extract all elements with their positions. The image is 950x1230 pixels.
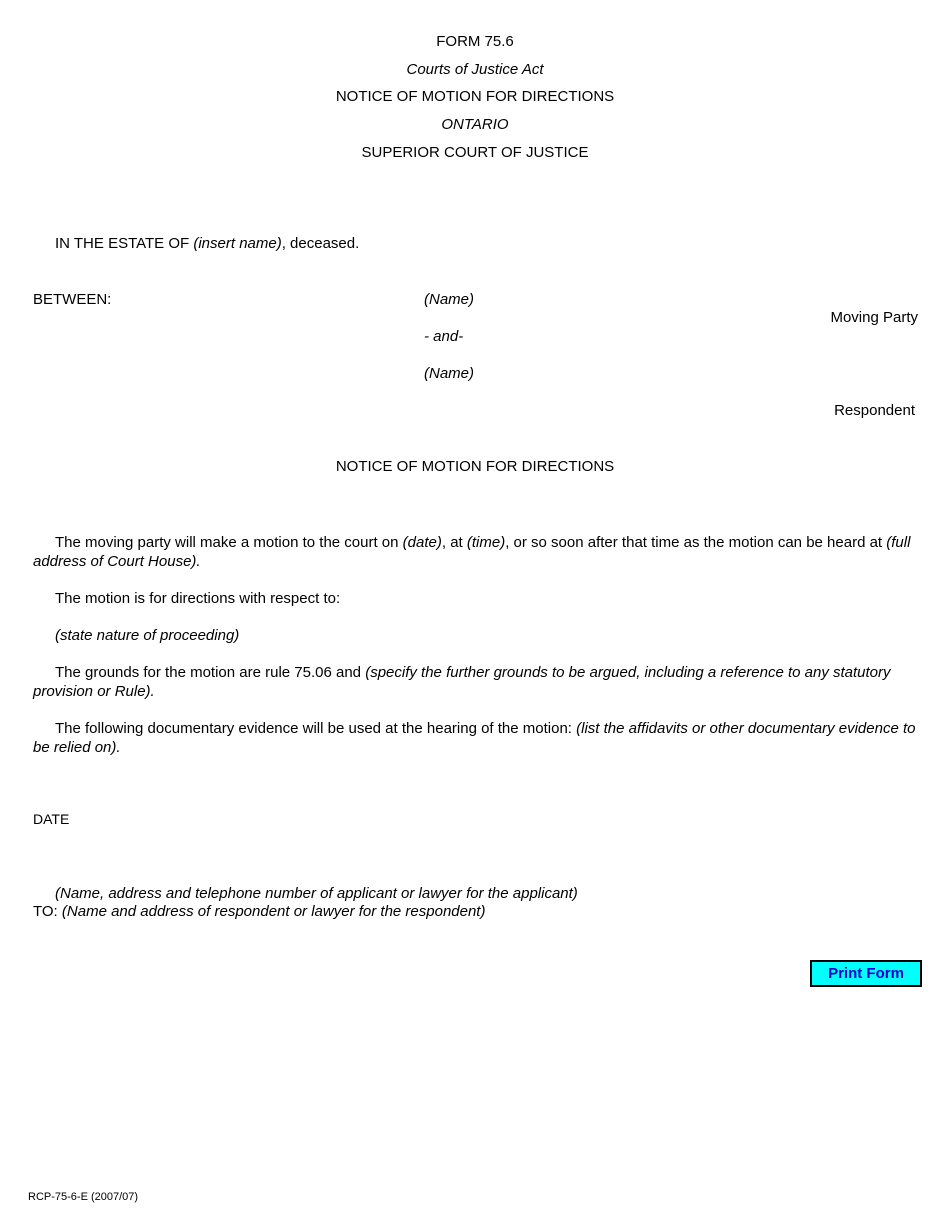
estate-line <box>55 235 359 253</box>
motion-text-1: The moving party will make a motion to the court on <box>55 534 403 551</box>
evidence-paragraph <box>33 719 918 757</box>
to-label: TO: <box>33 903 62 920</box>
date-label[interactable]: DATE <box>33 811 70 827</box>
act-name: Courts of Justice Act <box>406 61 544 78</box>
respondent-label: Respondent <box>834 402 915 419</box>
motion-text-2: , at <box>441 534 467 551</box>
court-address-field[interactable]: (full address of Court House). <box>33 534 911 570</box>
directions-paragraph: The motion is for directions with respect to: <box>55 590 341 607</box>
print-form-button[interactable]: Print Form <box>810 960 922 987</box>
nature-of-proceeding-field[interactable]: (state nature of proceeding) <box>55 627 240 644</box>
between-label: BETWEEN: <box>33 291 112 308</box>
form-title: NOTICE OF MOTION FOR DIRECTIONS <box>335 88 615 105</box>
applicant-field[interactable]: (Name, address and telephone number of applicant or lawyer for the applicant) <box>55 885 578 902</box>
form-code: RCP-75-6-E (2007/07) <box>28 1191 139 1203</box>
moving-party-name-field[interactable]: (Name) <box>424 291 475 308</box>
respondent-name-field[interactable]: (Name) <box>424 365 475 382</box>
motion-date-field[interactable]: (date) <box>402 534 442 551</box>
province: ONTARIO <box>441 116 509 133</box>
grounds-field[interactable]: (specify the further grounds to be argued, including a reference to any statutory provision or Rule). <box>33 664 891 700</box>
and-label: - and- <box>424 328 464 345</box>
estate-prefix: IN THE ESTATE OF <box>55 235 194 252</box>
form-number: FORM 75.6 <box>436 33 514 50</box>
evidence-text: The following documentary evidence will be used at the hearing of the motion: <box>55 720 577 737</box>
grounds-text: The grounds for the motion are rule 75.06 and <box>55 664 366 681</box>
motion-time-field[interactable]: (time) <box>466 534 506 551</box>
motion-text-3: , or so soon after that time as the motion can be heard at <box>505 534 887 551</box>
moving-party-label: Moving Party <box>830 309 918 326</box>
grounds-paragraph <box>33 663 918 701</box>
to-line <box>33 903 485 921</box>
evidence-field[interactable]: (list the affidavits or other documentary evidence to be relied on). <box>33 720 916 756</box>
estate-name-field[interactable]: (insert name) <box>193 235 282 252</box>
notice-heading: NOTICE OF MOTION FOR DIRECTIONS <box>335 458 615 475</box>
court-name: SUPERIOR COURT OF JUSTICE <box>361 144 589 161</box>
estate-suffix: , deceased. <box>281 235 360 252</box>
respondent-address-field[interactable]: (Name and address of respondent or lawyer for the respondent) <box>61 903 486 920</box>
motion-paragraph <box>33 533 918 571</box>
